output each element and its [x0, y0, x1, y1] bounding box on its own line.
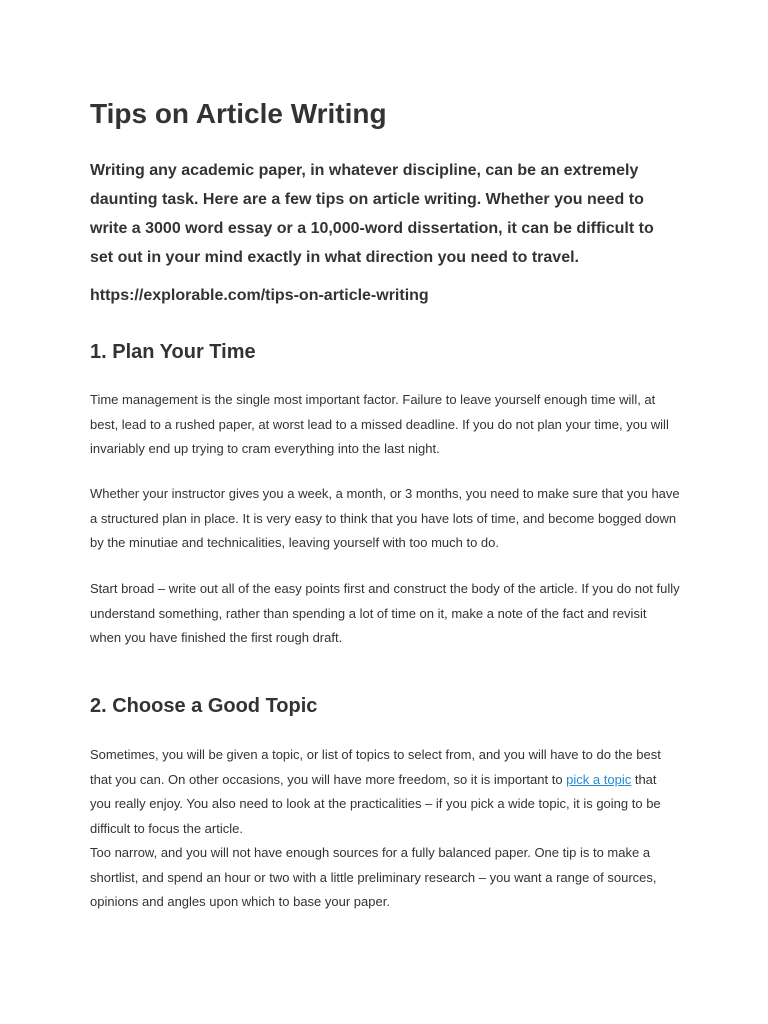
paragraph-choose-topic [90, 743, 680, 841]
paragraph-text-before-link: Sometimes, you will be given a topic, or list of topics to select from, and you will have to do the best that you can. On other occasions, you will have more freedom, so it is important to [90, 747, 661, 787]
paragraph-start-broad: Start broad – write out all of the easy points first and construct the body of the article. If you do not fully understand something, rather than spending a lot of time on it, make a note of the fact and revisit when you have finished the first rough draft. [90, 581, 680, 645]
paragraph-too-narrow: Too narrow, and you will not have enough sources for a fully balanced paper. One tip is to make a shortlist, and spend an hour or two with a little preliminary research – you want a range of sources, opinions and angles upon which to base your paper. [90, 845, 657, 909]
paragraph-text-after-link: that you really enjoy. You also need to look at the practicalities – if you pick a wide topic, it is going to be difficult to focus the article. [90, 771, 661, 836]
pick-a-topic-link[interactable]: pick a topic [566, 771, 632, 787]
paragraph-time-management: Time management is the single most important factor. Failure to leave yourself enough time will, at best, lead to a rushed paper, at worst lead to a missed deadline. If you do not plan your time, you will invariably end up trying to cram everything into the last night. [90, 392, 669, 456]
lead-paragraph: Writing any academic paper, in whatever discipline, can be an extremely daunting task. Here are a few tips on article writing. Whether you need to write a 3000 word essay or a 10,000-word dissertation, it can be difficult to set out in your mind exactly in what direction you need to travel. [90, 162, 654, 266]
section-heading-plan-your-time: 1. Plan Your Time [90, 341, 256, 363]
section-heading-choose-topic: 2. Choose a Good Topic [90, 695, 318, 717]
source-url: https://explorable.com/tips-on-article-writing [90, 287, 429, 304]
paragraph-structured-plan: Whether your instructor gives you a week, a month, or 3 months, you need to make sure that you have a structured plan in place. It is very easy to think that you have lots of time, and become bogged down by the minutiae and technicalities, leaving yourself with too much to do. [90, 486, 680, 550]
page-title: Tips on Article Writing [90, 98, 387, 129]
